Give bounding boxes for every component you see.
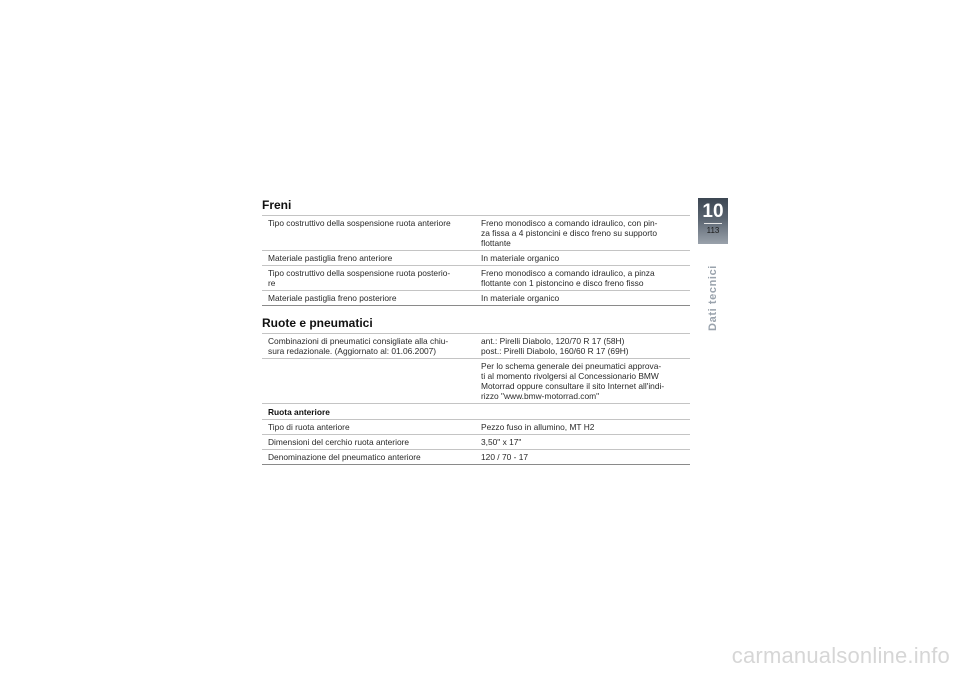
spec-label: Materiale pastiglia freno anteriore (262, 251, 472, 266)
table-row (262, 359, 690, 404)
wheels-spec-table (262, 333, 690, 465)
spec-value: 120 / 70 - 17 (472, 450, 690, 465)
chapter-divider (704, 223, 722, 224)
chapter-tab (698, 198, 728, 244)
table-row (262, 334, 690, 359)
spec-value: In materiale organico (472, 291, 690, 306)
section-title-ruote: Ruote e pneumatici (262, 316, 373, 330)
table-row (262, 216, 690, 251)
table-row (262, 420, 690, 435)
tyre-note: Per lo schema generale dei pneumatici approva- ti al momento rivolgersi al Concessionario BMW Motorrad oppure consultare il sito Internet all'indi- rizzo "www.bmw-motorrad.com" (472, 359, 690, 404)
spec-label: Dimensioni del cerchio ruota anteriore (262, 435, 472, 450)
brakes-spec-table (262, 215, 690, 306)
table-row (262, 404, 690, 420)
spec-value: Freno monodisco a comando idraulico, a pinza flottante con 1 pistoncino e disco freno fisso (472, 266, 690, 291)
spec-value: 3,50" x 17" (472, 435, 690, 450)
spec-value: Freno monodisco a comando idraulico, con pin- za fissa a 4 pistoncini e disco freno su supporto flottante (472, 216, 690, 251)
spec-value: ant.: Pirelli Diabolo, 120/70 R 17 (58H) post.: Pirelli Diabolo, 160/60 R 17 (69H) (472, 334, 690, 359)
spec-label: Tipo costruttivo della sospensione ruota posterio- re (262, 266, 472, 291)
spec-value: In materiale organico (472, 251, 690, 266)
chapter-label-vertical: Dati tecnici (707, 265, 719, 331)
empty-cell (262, 359, 472, 404)
spec-label: Combinazioni di pneumatici consigliate alla chiu- sura redazionale. (Aggiornato al: 01.06.2007) (262, 334, 472, 359)
spec-label: Denominazione del pneumatico anteriore (262, 450, 472, 465)
spec-label: Tipo di ruota anteriore (262, 420, 472, 435)
manual-page-content (262, 198, 690, 465)
spec-value: Pezzo fuso in allumino, MT H2 (472, 420, 690, 435)
spec-label: Materiale pastiglia freno posteriore (262, 291, 472, 306)
watermark: carmanualsonline.info (731, 643, 950, 668)
spec-label: Tipo costruttivo della sospensione ruota anteriore (262, 216, 472, 251)
table-row (262, 251, 690, 266)
table-row (262, 266, 690, 291)
chapter-number: 10 (702, 201, 724, 222)
table-row (262, 291, 690, 306)
table-row (262, 435, 690, 450)
subsection-heading: Ruota anteriore (262, 404, 690, 420)
table-row (262, 450, 690, 465)
page-number: 113 (706, 226, 720, 235)
section-title-freni: Freni (262, 198, 292, 212)
